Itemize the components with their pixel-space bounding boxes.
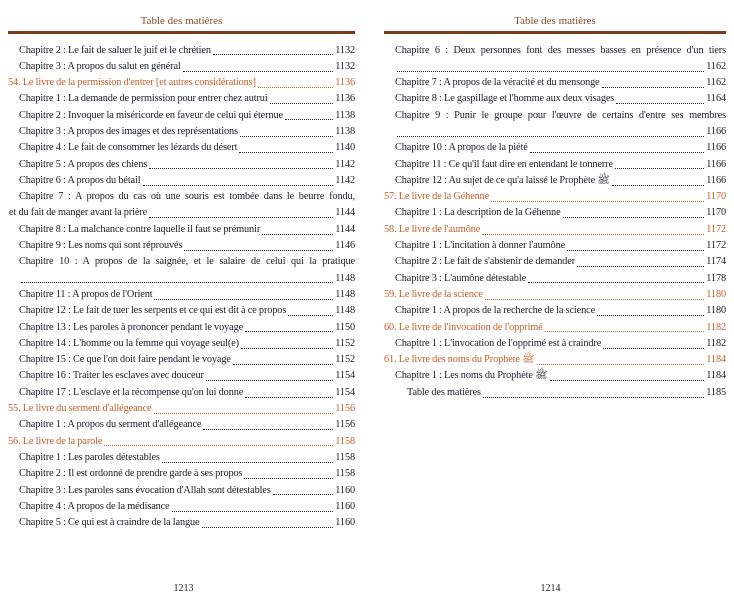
entry-page-number: 1148 <box>335 288 355 300</box>
running-head-title: Table des matières <box>140 15 223 27</box>
toc-chapter-entry <box>19 303 355 319</box>
entry-title-text: Chapitre 2 : Le fait de saluer le juif et le chrétien <box>19 44 211 56</box>
entry-page-number: 1162 <box>706 60 726 72</box>
toc-entry-row <box>395 124 726 140</box>
entry-page-number: 1144 <box>335 223 355 235</box>
folio-page-number: 1213 <box>173 583 194 594</box>
dot-leader <box>154 413 334 414</box>
entry-page-number: 1148 <box>335 272 355 284</box>
dot-leader <box>616 103 704 104</box>
toc-book-entry <box>384 189 726 205</box>
dot-leader <box>491 201 704 202</box>
toc-chapter-entry <box>395 43 726 76</box>
entry-page-number: 1140 <box>335 142 355 154</box>
dot-leader <box>273 494 334 495</box>
toc-chapter-entry <box>395 108 726 141</box>
dot-leader <box>233 364 333 365</box>
entry-page-number: 1172 <box>706 240 726 252</box>
toc-chapter-entry <box>19 124 355 140</box>
entry-title-text: Chapitre 1 : La demande de permission pour entrer chez autrui <box>19 93 268 105</box>
dot-leader <box>563 217 705 218</box>
toc-entry-row <box>19 499 355 515</box>
toc-entry-row <box>19 303 355 319</box>
entry-page-number: 1185 <box>706 386 726 398</box>
entry-page-number: 1182 <box>706 321 726 333</box>
dot-leader <box>545 331 705 332</box>
toc-chapter-entry <box>19 515 355 531</box>
dot-leader <box>258 87 333 88</box>
entry-page-number: 1148 <box>335 305 355 317</box>
entry-page-number: 1166 <box>706 142 726 154</box>
entry-title-text: 54. Le livre de la permission d'entrer [et autres considérations] <box>8 77 256 89</box>
entry-title-text: Chapitre 3 : A propos du salut en général <box>19 60 181 72</box>
entry-title-text: Chapitre 1 : La description de la Géhenne <box>395 207 561 219</box>
dot-leader <box>104 445 333 446</box>
toc-chapter-entry <box>19 450 355 466</box>
toc-entry-row <box>395 336 726 352</box>
toc-entry-row <box>19 450 355 466</box>
entry-title-text: Chapitre 3 : L'aumône détestable <box>395 272 527 284</box>
entry-title-text: Chapitre 12 : Le fait de tuer les serpents et ce qui est dit à ce propos <box>19 305 287 317</box>
toc-chapter-entry <box>19 466 355 482</box>
toc-note-entry <box>407 385 726 401</box>
toc-entry-row <box>19 368 355 384</box>
dot-leader <box>288 315 333 316</box>
toc-entry-row <box>395 303 726 319</box>
entry-title-text: Chapitre 12 : Au sujet de ce qu'a laissé le Prophète ﷺ <box>395 174 610 186</box>
toc-chapter-entry <box>19 173 355 189</box>
entry-page-number: 1184 <box>706 354 726 366</box>
entry-title-text: Table des matières <box>407 386 481 398</box>
toc-chapter-entry <box>395 271 726 287</box>
dot-leader <box>245 331 333 332</box>
toc-entry-row <box>407 385 726 401</box>
dot-leader <box>597 315 704 316</box>
dot-leader <box>602 87 705 88</box>
dot-leader <box>183 71 334 72</box>
dot-leader <box>528 282 704 283</box>
toc-entry-row <box>395 254 726 270</box>
entry-page-number: 1160 <box>335 484 355 496</box>
dot-leader <box>149 217 333 218</box>
toc-entry-row <box>8 75 355 91</box>
dot-leader <box>603 348 704 349</box>
entry-title-text: Chapitre 9 : Les noms qui sont réprouvés <box>19 240 183 252</box>
entry-page-number: 1146 <box>335 240 355 252</box>
dot-leader <box>172 511 334 512</box>
entry-title-text: 60. Le livre de l'invocation de l'opprimé <box>384 321 543 333</box>
toc-entry-row <box>19 336 355 352</box>
entry-title-text: 57. Le livre de la Géhenne <box>384 191 490 203</box>
entry-title-text: Chapitre 16 : Traiter les esclaves avec douceur <box>19 370 204 382</box>
entry-page-number: 1160 <box>335 500 355 512</box>
dot-leader <box>213 54 333 55</box>
toc-chapter-entry <box>19 499 355 515</box>
toc-entry-row <box>19 238 355 254</box>
entry-title-text: Chapitre 4 : Le fait de consommer les lézards du désert <box>19 142 238 154</box>
toc-list-left <box>8 43 355 532</box>
entry-page-number: 1178 <box>706 272 726 284</box>
dot-leader <box>245 397 333 398</box>
toc-entry-row <box>395 75 726 91</box>
dot-leader <box>567 250 704 251</box>
toc-chapter-entry <box>395 254 726 270</box>
dot-leader <box>397 136 704 137</box>
toc-chapter-entry <box>19 483 355 499</box>
dot-leader <box>239 152 333 153</box>
entry-title-text: Chapitre 8 : La malchance contre laquelle il faut se prémunir <box>19 223 261 235</box>
entry-page-number: 1158 <box>335 468 355 480</box>
entry-title-text: Chapitre 5 : Ce qui est à craindre de la langue <box>19 517 200 529</box>
toc-entry-row <box>384 189 726 205</box>
toc-book-entry <box>384 287 726 303</box>
entry-title-text: Chapitre 13 : Les paroles à prononcer pendant le voyage <box>19 321 244 333</box>
toc-book-entry <box>384 222 726 238</box>
toc-chapter-entry <box>395 368 726 384</box>
entry-page-number: 1138 <box>335 125 355 137</box>
header-rule <box>384 31 726 34</box>
dot-leader <box>615 168 704 169</box>
toc-entry-row <box>19 352 355 368</box>
entry-page-number: 1152 <box>335 354 355 366</box>
toc-entry-row <box>384 287 726 303</box>
toc-entry-row <box>395 157 726 173</box>
toc-entry-row <box>19 466 355 482</box>
entry-page-number: 1184 <box>706 370 726 382</box>
entry-page-number: 1156 <box>335 403 355 415</box>
entry-title-text: Chapitre 14 : L'homme ou la femme qui voyage seul(e) <box>19 337 239 349</box>
dot-leader <box>397 71 704 72</box>
entry-title-text: 61. Le livre des noms du Prophète ﷺ <box>384 354 535 366</box>
dot-leader <box>162 462 333 463</box>
toc-chapter-entry <box>19 368 355 384</box>
toc-chapter-entry <box>395 238 726 254</box>
entry-page-number: 1162 <box>706 77 726 89</box>
toc-chapter-entry <box>19 140 355 156</box>
entry-title-text: Chapitre 11 : A propos de l'Orient <box>19 288 153 300</box>
entry-page-number: 1172 <box>706 223 726 235</box>
toc-entry-row <box>19 108 355 124</box>
toc-entry-row <box>8 401 355 417</box>
dot-leader <box>203 429 333 430</box>
entry-title-text: Chapitre 6 : A propos du bétail <box>19 174 141 186</box>
entry-title-text: Chapitre 4 : A propos de la médisance <box>19 500 170 512</box>
entry-title-text: Chapitre 1 : A propos du serment d'allégeance <box>19 419 202 431</box>
toc-entry-row <box>19 43 355 59</box>
entry-page-number: 1138 <box>335 109 355 121</box>
toc-entry-row <box>19 320 355 336</box>
dot-leader <box>206 380 333 381</box>
toc-book-entry <box>384 352 726 368</box>
toc-chapter-entry <box>19 59 355 75</box>
entry-title-text: Chapitre 1 : L'incitation à donner l'aumône <box>395 240 566 252</box>
entry-title-text: 55. Le livre du serment d'allégeance <box>8 403 152 415</box>
dot-leader <box>202 527 334 528</box>
toc-chapter-entry <box>395 173 726 189</box>
toc-book-entry <box>384 320 726 336</box>
toc-entry-row <box>395 140 726 156</box>
toc-entry-row <box>384 352 726 368</box>
toc-book-entry <box>8 75 355 91</box>
toc-entry-row <box>19 271 355 287</box>
entry-page-number: 1142 <box>335 174 355 186</box>
dot-leader <box>240 136 333 137</box>
entry-page-number: 1136 <box>335 93 355 105</box>
toc-entry-row <box>19 59 355 75</box>
entry-page-number: 1180 <box>706 288 726 300</box>
toc-chapter-entry <box>395 140 726 156</box>
header-rule <box>8 31 355 34</box>
toc-chapter-entry <box>19 320 355 336</box>
entry-title-text: Chapitre 17 : L'esclave et la récompense qu'on lui donne <box>19 386 244 398</box>
entry-title-text: Chapitre 1 : Les paroles détestables <box>19 451 160 463</box>
dot-leader <box>149 168 333 169</box>
dot-leader <box>482 234 704 235</box>
entry-title-text: Chapitre 1 : Les noms du Prophète ﷺ <box>395 370 548 382</box>
entry-page-number: 1166 <box>706 174 726 186</box>
toc-chapter-entry <box>19 91 355 107</box>
entry-page-number: 1170 <box>706 191 726 203</box>
toc-entry-row <box>384 222 726 238</box>
dot-leader <box>270 103 334 104</box>
entry-page-number: 1150 <box>335 321 355 333</box>
toc-chapter-entry <box>19 417 355 433</box>
entry-title-text: Chapitre 7 : A propos de la véracité et du mensonge <box>395 77 600 89</box>
entry-page-number: 1154 <box>335 370 355 382</box>
toc-chapter-entry <box>19 43 355 59</box>
toc-chapter-entry <box>19 287 355 303</box>
toc-chapter-entry <box>19 385 355 401</box>
entry-title-text: Chapitre 5 : A propos des chiens <box>19 158 148 170</box>
dot-leader <box>537 364 705 365</box>
toc-entry-row <box>19 91 355 107</box>
entry-title-text: Chapitre 3 : Les paroles sans évocation d'Allah sont détestables <box>19 484 271 496</box>
toc-entry-row <box>395 205 726 221</box>
dot-leader <box>21 282 333 283</box>
entry-title-text: Chapitre 2 : Il est ordonné de prendre garde à ses propos <box>19 468 243 480</box>
toc-chapter-entry <box>395 157 726 173</box>
toc-entry-row <box>19 515 355 531</box>
toc-chapter-entry <box>19 238 355 254</box>
toc-entry-row <box>9 205 355 221</box>
toc-entry-row <box>395 59 726 75</box>
dot-leader <box>483 397 704 398</box>
entry-page-number: 1142 <box>335 158 355 170</box>
entry-page-number: 1136 <box>335 77 355 89</box>
entry-page-number: 1182 <box>706 337 726 349</box>
entry-title-text: Chapitre 1 : A propos de la recherche de la science <box>395 305 596 317</box>
entry-title-text: Chapitre 15 : Ce que l'on doit faire pendant le voyage <box>19 354 231 366</box>
entry-page-number: 1158 <box>335 435 355 447</box>
entry-page-number: 1164 <box>706 93 726 105</box>
toc-entry-row <box>395 271 726 287</box>
toc-entry-row <box>395 238 726 254</box>
toc-book-entry <box>8 434 355 450</box>
toc-chapter-entry <box>9 189 355 222</box>
toc-chapter-entry <box>395 303 726 319</box>
toc-chapter-entry <box>395 205 726 221</box>
toc-list-right <box>384 43 726 402</box>
entry-page-number: 1144 <box>335 207 355 219</box>
entry-title-text: Chapitre 10 : A propos de la piété <box>395 142 528 154</box>
dot-leader <box>550 380 705 381</box>
entry-page-number: 1160 <box>335 517 355 529</box>
toc-chapter-entry <box>19 254 355 287</box>
entry-title-text: et du fait de manger avant la prière <box>9 207 148 219</box>
dot-leader <box>285 119 333 120</box>
toc-entry-row <box>19 287 355 303</box>
entry-page-number: 1132 <box>335 60 355 72</box>
toc-entry-row <box>19 483 355 499</box>
toc-chapter-entry <box>395 91 726 107</box>
entry-title-text: 58. Le livre de l'aumône <box>384 223 481 235</box>
toc-chapter-entry <box>19 157 355 173</box>
toc-chapter-entry <box>395 336 726 352</box>
dot-leader <box>485 299 704 300</box>
toc-chapter-entry <box>19 336 355 352</box>
toc-book-entry <box>8 401 355 417</box>
toc-entry-row <box>19 222 355 238</box>
entry-page-number: 1156 <box>335 419 355 431</box>
entry-title-text: 59. Le livre de la science <box>384 288 483 300</box>
entry-title-text: Chapitre 11 : Ce qu'il faut dire en entendant le tonnerre <box>395 158 613 170</box>
toc-chapter-entry <box>19 222 355 238</box>
dot-leader <box>612 185 704 186</box>
running-head-title: Table des matières <box>514 15 596 27</box>
entry-page-number: 1166 <box>706 125 726 137</box>
toc-entry-row <box>8 434 355 450</box>
entry-page-number: 1180 <box>706 305 726 317</box>
toc-chapter-entry <box>395 75 726 91</box>
toc-entry-row <box>19 417 355 433</box>
entry-page-number: 1174 <box>706 256 726 268</box>
toc-entry-row <box>19 124 355 140</box>
folio-page-number: 1214 <box>540 583 561 594</box>
dot-leader <box>262 234 333 235</box>
entry-page-number: 1158 <box>335 451 355 463</box>
dot-leader <box>241 348 333 349</box>
toc-entry-row <box>395 173 726 189</box>
entry-page-number: 1154 <box>335 386 355 398</box>
entry-page-number: 1132 <box>335 44 355 56</box>
page-right <box>367 0 734 600</box>
entry-title-text: Chapitre 2 : Le fait de s'abstenir de demander <box>395 256 576 268</box>
entry-title-line1: Chapitre 10 : A propos de la saignée, et le salaire de celui qui la pratique <box>19 256 355 268</box>
toc-chapter-entry <box>19 352 355 368</box>
dot-leader <box>577 266 704 267</box>
dot-leader <box>143 185 334 186</box>
entry-page-number: 1170 <box>706 207 726 219</box>
toc-entry-row <box>19 385 355 401</box>
dot-leader <box>154 299 333 300</box>
dot-leader <box>530 152 705 153</box>
entry-title-text: Chapitre 2 : Invoquer la miséricorde en faveur de celui qui éternue <box>19 109 283 121</box>
entry-title-text: Chapitre 3 : A propos des images et des représentations <box>19 125 238 137</box>
entry-title-line1: Chapitre 6 : Deux personnes font des messes basses en présence d'un tiers <box>395 44 726 56</box>
toc-entry-row <box>384 320 726 336</box>
entry-page-number: 1152 <box>335 337 355 349</box>
dot-leader <box>184 250 333 251</box>
entry-title-text: Chapitre 1 : L'invocation de l'opprimé est à craindre <box>395 337 602 349</box>
toc-entry-row <box>19 140 355 156</box>
dot-leader <box>244 478 333 479</box>
entry-page-number: 1166 <box>706 158 726 170</box>
entry-title-line1: Chapitre 7 : A propos du cas où une souris est tombée dans le beurre fondu, <box>19 191 355 203</box>
entry-title-text: 56. Le livre de la parole <box>8 435 103 447</box>
entry-title-line1: Chapitre 9 : Punir le groupe pour l'œuvre de certains d'entre ses membres <box>395 109 726 121</box>
entry-title-text: Chapitre 8 : Le gaspillage et l'homme aux deux visages <box>395 93 615 105</box>
toc-chapter-entry <box>19 108 355 124</box>
toc-entry-row <box>395 368 726 384</box>
toc-entry-row <box>395 91 726 107</box>
toc-entry-row <box>19 157 355 173</box>
toc-entry-row <box>19 173 355 189</box>
